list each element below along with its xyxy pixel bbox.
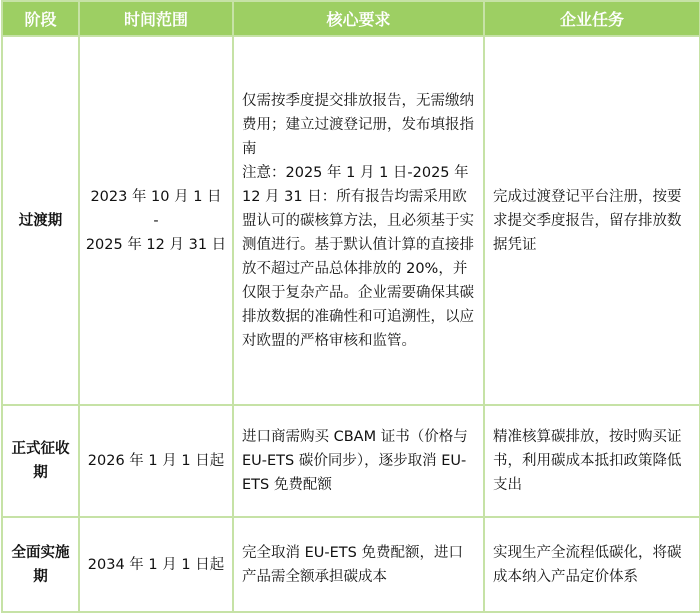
table-row — [2, 36, 700, 405]
time-cell — [79, 36, 233, 405]
stage-cell: 全面实施期 — [2, 517, 79, 612]
header-stage: 阶段 — [2, 1, 79, 36]
header-requirements: 核心要求 — [233, 1, 484, 36]
tasks-cell: 精准核算碳排放，按时购买证书，利用碳成本抵扣政策降低支出 — [484, 405, 700, 517]
table-row — [2, 405, 700, 517]
header-tasks: 企业任务 — [484, 1, 700, 36]
requirement-paragraph: 仅需按季度提交排放报告，无需缴纳费用；建立过渡登记册，发布填报指南 — [242, 92, 474, 157]
requirements-cell: 进口商需购买 CBAM 证书（价格与 EU-ETS 碳价同步），逐步取消 EU-ETS 免费配额 — [233, 405, 484, 517]
requirements-cell — [233, 36, 484, 405]
tasks-cell: 完成过渡登记平台注册，按要求提交季度报告，留存排放数据凭证 — [484, 36, 700, 405]
requirement-note: 注意：2025 年 1 月 1 日-2025 年 12 月 31 日：所有报告均需采用欧盟认可的碳核算方法，且必须基于实测值进行。基于默认值计算的直接排放不超过产品总体排放的 20%，并仅限于复杂产品。企业需要确保其碳排放数据的准确性和可追溯性，以应对欧盟的严格审核和监管。 — [242, 164, 474, 349]
time-line: 2023 年 10 月 1 日 — [90, 188, 222, 205]
tasks-cell: 实现生产全流程低碳化，将碳成本纳入产品定价体系 — [484, 517, 700, 612]
stage-cell: 正式征收期 — [2, 405, 79, 517]
header-row — [2, 1, 700, 36]
requirements-cell: 完全取消 EU-ETS 免费配额，进口产品需全额承担碳成本 — [233, 517, 484, 612]
time-line: - — [153, 212, 159, 229]
header-time: 时间范围 — [79, 1, 233, 36]
table-row — [2, 517, 700, 612]
time-line: 2025 年 12 月 31 日 — [85, 236, 227, 253]
cbam-phase-table — [1, 0, 700, 613]
time-cell: 2034 年 1 月 1 日起 — [79, 517, 233, 612]
stage-cell: 过渡期 — [2, 36, 79, 405]
time-cell: 2026 年 1 月 1 日起 — [79, 405, 233, 517]
